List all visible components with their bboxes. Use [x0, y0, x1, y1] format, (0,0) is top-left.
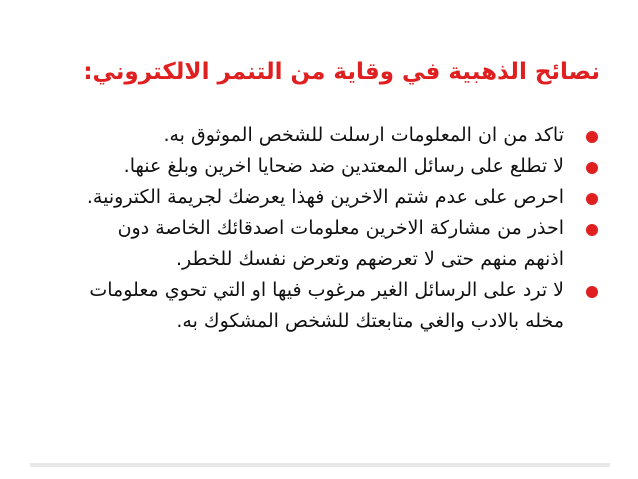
- bullet-dot-icon: [586, 224, 598, 236]
- bullet-item: [28, 182, 598, 213]
- bullet-dot-icon: [586, 162, 598, 174]
- bullet-text-continuation: اذنهم منهم حتى لا تعرضهم وتعرض نفسك للخطر.: [175, 248, 564, 270]
- bullet-dot-icon: [586, 131, 598, 143]
- bullet-text: تاكد من ان المعلومات ارسلت للشخص الموثوق به.: [163, 124, 564, 146]
- bullet-text: لا تطلع على رسائل المعتدين ضد ضحايا اخرين وبلغ عنها.: [123, 155, 564, 177]
- bullet-dot-icon: [586, 193, 598, 205]
- bullet-text: لا ترد على الرسائل الغير مرغوب فيها او التي تحوي معلومات: [89, 279, 564, 301]
- bullet-item: [28, 213, 598, 275]
- bullet-dot-icon: [586, 286, 598, 298]
- bullet-text: احذر من مشاركة الاخرين معلومات اصدقائك الخاصة دون: [117, 217, 564, 239]
- bullet-item: [28, 120, 598, 151]
- bullet-text: احرص على عدم شتم الاخرين فهذا يعرضك لجريمة الكترونية.: [86, 186, 564, 208]
- bullet-item: [28, 151, 598, 182]
- footer-divider: [30, 463, 610, 467]
- slide-title: نصائح الذهبية في وقاية من التنمر الالكتروني:: [83, 59, 600, 85]
- bullet-list: [28, 120, 598, 337]
- bullet-item: [28, 275, 598, 337]
- bullet-text-continuation: مخله بالادب والغي متابعتك للشخص المشكوك به.: [176, 310, 564, 332]
